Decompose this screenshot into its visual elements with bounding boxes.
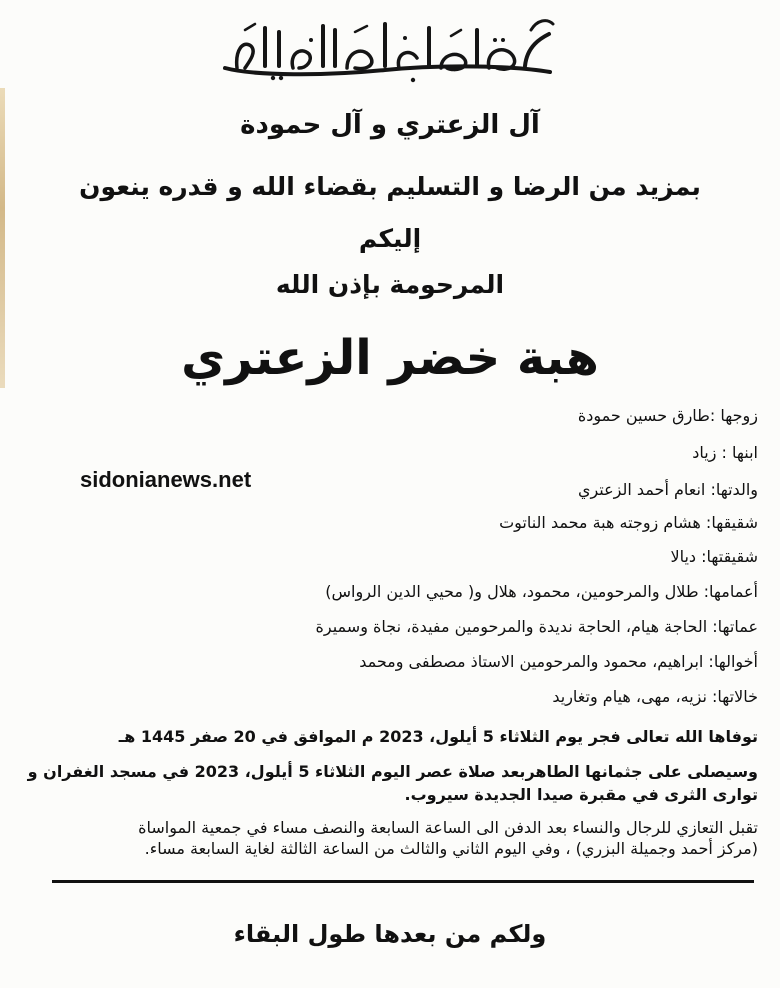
relative-line-paternal-aunts: [316, 617, 759, 636]
relative-label: والدتها:: [705, 480, 758, 499]
condolences-line-2: (مركز أحمد وجميلة البزري) ، وفي اليوم الثاني والثالث من الساعة الثالثة لغاية السابعة مساء.: [144, 839, 758, 858]
relative-label: أخوالها:: [703, 652, 758, 671]
relative-line-mother: [578, 480, 758, 499]
relative-line-brother: [499, 513, 758, 532]
prayer-notice: [28, 760, 758, 806]
relative-line-sister: [670, 547, 758, 566]
prayer-notice-line-2: توارى الثرى في مقبرة صيدا الجديدة سيروب.: [404, 785, 758, 804]
relative-line-son: [692, 443, 758, 462]
relative-value: هشام زوجته هبة محمد الناتوت: [499, 513, 701, 532]
death-notice: توفاها الله تعالى فجر يوم الثلاثاء 5 أيلول، 2023 م الموافق في 20 صفر 1445 هـ: [118, 727, 758, 746]
deceased-label: المرحومة بإذن الله: [275, 270, 505, 299]
relative-value: زياد: [692, 443, 717, 462]
relative-value: طارق حسين حمودة: [577, 406, 710, 425]
relative-line-maternal-uncles: [359, 652, 758, 671]
relative-line-husband: [578, 406, 758, 425]
relative-value: ديالا: [670, 547, 697, 566]
relative-label: عماتها:: [707, 617, 758, 636]
relative-label: أعمامها:: [698, 582, 758, 601]
condolences-line-1: تقبل التعازي للرجال والنساء بعد الدفن الى الساعة السابعة والنصف مساء في جمعية المواساة: [138, 818, 758, 837]
condolences-notice: [138, 817, 758, 859]
prayer-notice-line-1: وسيصلى على جثمانها الطاهربعد صلاة عصر اليوم الثلاثاء 5 أيلول، 2023 في مسجد الغفران و: [27, 762, 758, 781]
relative-label: زوجها :: [709, 406, 758, 425]
relative-value: الحاجة هيام، الحاجة نديدة والمرحومين مفيدة، نجاة وسميرة: [315, 617, 708, 636]
relative-value: انعام أحمد الزعتري: [577, 480, 706, 499]
relative-value: ابراهيم، محمود والمرحومين الاستاذ مصطفى ومحمد: [359, 652, 704, 671]
families-heading: آل الزعتري و آل حمودة: [240, 110, 540, 140]
relative-label: ابنها :: [716, 443, 758, 462]
closing-phrase: ولكم من بعدها طول البقاء: [233, 920, 547, 948]
relative-value: طلال والمرحومين، محمود، هلال و( محيي الدين الرواس): [325, 582, 699, 601]
relative-label: خالاتها:: [706, 687, 758, 706]
relative-label: شقيقها:: [700, 513, 758, 532]
watermark-site: sidonianews.net: [80, 467, 252, 492]
announcement-line-1: بمزيد من الرضا و التسليم بقضاء الله و قدره ينعون: [79, 172, 701, 201]
announcement-line-2: إليكم: [358, 224, 422, 253]
calligraphy-header-logo: [215, 10, 560, 86]
deceased-name: هبة خضر الزعتري: [181, 330, 599, 386]
relative-line-maternal-aunts: [552, 687, 758, 706]
relative-line-paternal-uncles: [325, 582, 758, 601]
relative-value: نزيه، مهى، هيام وتغاريد: [552, 687, 707, 706]
divider-line: [52, 880, 754, 883]
relative-label: شقيقتها:: [696, 547, 758, 566]
